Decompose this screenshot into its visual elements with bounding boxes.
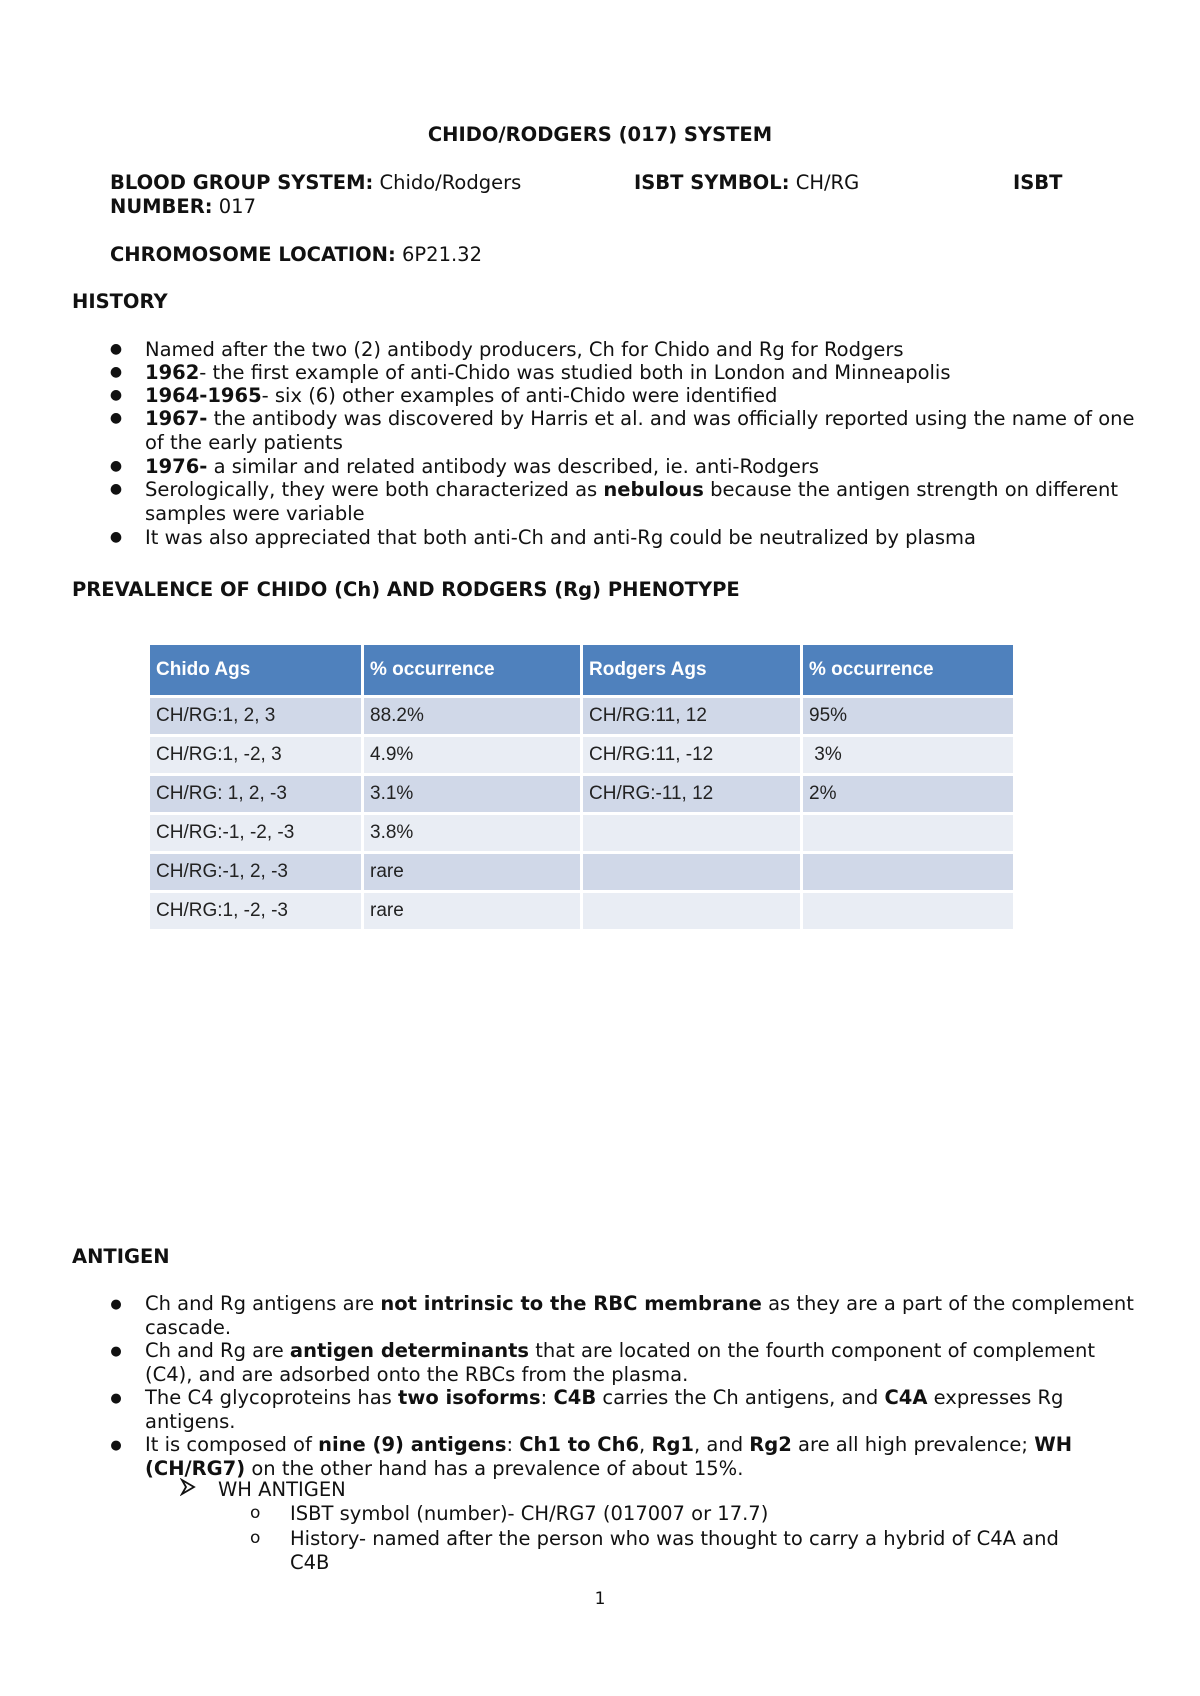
table-cell: CH/RG:-1, 2, -3 [150,854,364,893]
number-value: 017 [218,195,256,218]
isbt-label: ISBT [1013,171,1063,194]
table-cell: 3% [803,737,1016,776]
list-item: ● Ch and Rg are antigen determinants that are located on the fourth component of complement (C4), and are adsorbed onto the RBCs from the plasma. [72,1339,1142,1386]
list-item: ● Ch and Rg antigens are not intrinsic to the RBC membrane as they are a part of the complement cascade. [72,1292,1142,1339]
table-header-row [150,645,1016,698]
list-item: ● Named after the two (2) antibody producers, Ch for Chido and Rg for Rodgers [72,338,1142,361]
list-item: ● 1967- the antibody was discovered by Harris et al. and was officially reported using the name of one of the early patients [72,407,1142,455]
history-list [72,338,1142,549]
table-cell: CH/RG:1, -2, -3 [150,893,364,932]
chromosome-label: CHROMOSOME LOCATION: [110,243,396,266]
table-cell: 3.8% [364,815,583,854]
bullet-icon: ● [109,410,123,426]
system-value: Chido/Rodgers [379,171,522,194]
antigen-heading: ANTIGEN [72,1245,170,1268]
blood-group-system-line [110,171,521,195]
arrow-bullet-icon [180,1478,196,1502]
table-row [150,815,1016,854]
table-cell: 4.9% [364,737,583,776]
prevalence-table [150,645,1016,932]
table-cell: CH/RG: 1, 2, -3 [150,776,364,815]
table-cell: 2% [803,776,1016,815]
bullet-icon: ● [109,364,123,380]
table-cell: rare [364,854,583,893]
column-header-chido-occurrence: % occurrence [364,645,583,698]
sub-list-item: o History- named after the person who was thought to carry a hybrid of C4A and C4B [250,1527,1059,1574]
circle-bullet-icon: o [250,1503,261,1523]
table-cell: CH/RG:1, -2, 3 [150,737,364,776]
list-item: ● 1976- a similar and related antibody was described, ie. anti-Rodgers [72,455,1142,478]
symbol-value: CH/RG [795,171,860,194]
history-heading: HISTORY [72,290,168,313]
isbt-symbol-line [634,171,859,195]
system-label: BLOOD GROUP SYSTEM: [110,171,374,194]
column-header-rodgers-occurrence: % occurrence [803,645,1016,698]
table-row [150,776,1016,815]
list-item: ● It was also appreciated that both anti-Ch and anti-Rg could be neutralized by plasma [72,526,1142,549]
page-title: CHIDO/RODGERS (017) SYSTEM [427,123,773,146]
table-cell [803,893,1016,932]
table-cell: CH/RG:11, -12 [583,737,803,776]
bullet-icon: ● [110,1344,122,1359]
isbt-number-line [110,195,256,219]
prevalence-heading: PREVALENCE OF CHIDO (Ch) AND RODGERS (Rg) PHENOTYPE [72,578,740,601]
table-row [150,854,1016,893]
page-number: 1 [594,1589,606,1609]
table-cell: 88.2% [364,698,583,737]
bullet-icon: ● [110,1391,122,1406]
table-cell: 3.1% [364,776,583,815]
table-cell [583,854,803,893]
bullet-icon: ● [109,387,123,403]
table-cell [803,854,1016,893]
table-cell: 95% [803,698,1016,737]
table-cell [803,815,1016,854]
table-cell: CH/RG:11, 12 [583,698,803,737]
table-cell [583,893,803,932]
bullet-icon: ● [110,1438,122,1453]
table-row [150,893,1016,932]
bullet-icon: ● [109,458,123,474]
list-item: ● It is composed of nine (9) antigens: Ch1 to Ch6, Rg1, and Rg2 are all high prevalence; WH (CH/RG7) on the other hand has a prevalence of about 15%. [72,1433,1142,1480]
table-row [150,698,1016,737]
sub-list-item: o ISBT symbol (number)- CH/RG7 (017007 or 17.7) [250,1502,769,1525]
circle-bullet-icon: o [250,1528,261,1548]
chromosome-value: 6P21.32 [402,243,482,266]
list-item: ● Serologically, they were both characterized as nebulous because the antigen strength on different samples were variable [72,478,1142,526]
bullet-icon: ● [109,341,123,357]
table-row [150,737,1016,776]
bullet-icon: ● [109,481,123,497]
chromosome-location-line [110,243,482,267]
list-item: ● 1964-1965- six (6) other examples of anti-Chido were identified [72,384,1142,407]
number-label: NUMBER: [110,195,213,218]
column-header-rodgers-ags: Rodgers Ags [583,645,803,698]
table-cell: CH/RG:-11, 12 [583,776,803,815]
table-cell: rare [364,893,583,932]
bullet-icon: ● [109,529,123,545]
symbol-label: ISBT SYMBOL: [634,171,790,194]
column-header-chido-ags: Chido Ags [150,645,364,698]
bullet-icon: ● [110,1297,122,1312]
table-cell [583,815,803,854]
table-cell: CH/RG:-1, -2, -3 [150,815,364,854]
list-item: ● The C4 glycoproteins has two isoforms: C4B carries the Ch antigens, and C4A expresses Rg antigens. [72,1386,1142,1433]
list-item: ● 1962- the first example of anti-Chido was studied both in London and Minneapolis [72,361,1142,384]
antigen-list [72,1292,1142,1480]
table-cell: CH/RG:1, 2, 3 [150,698,364,737]
wh-antigen-label: WH ANTIGEN [218,1478,346,1501]
